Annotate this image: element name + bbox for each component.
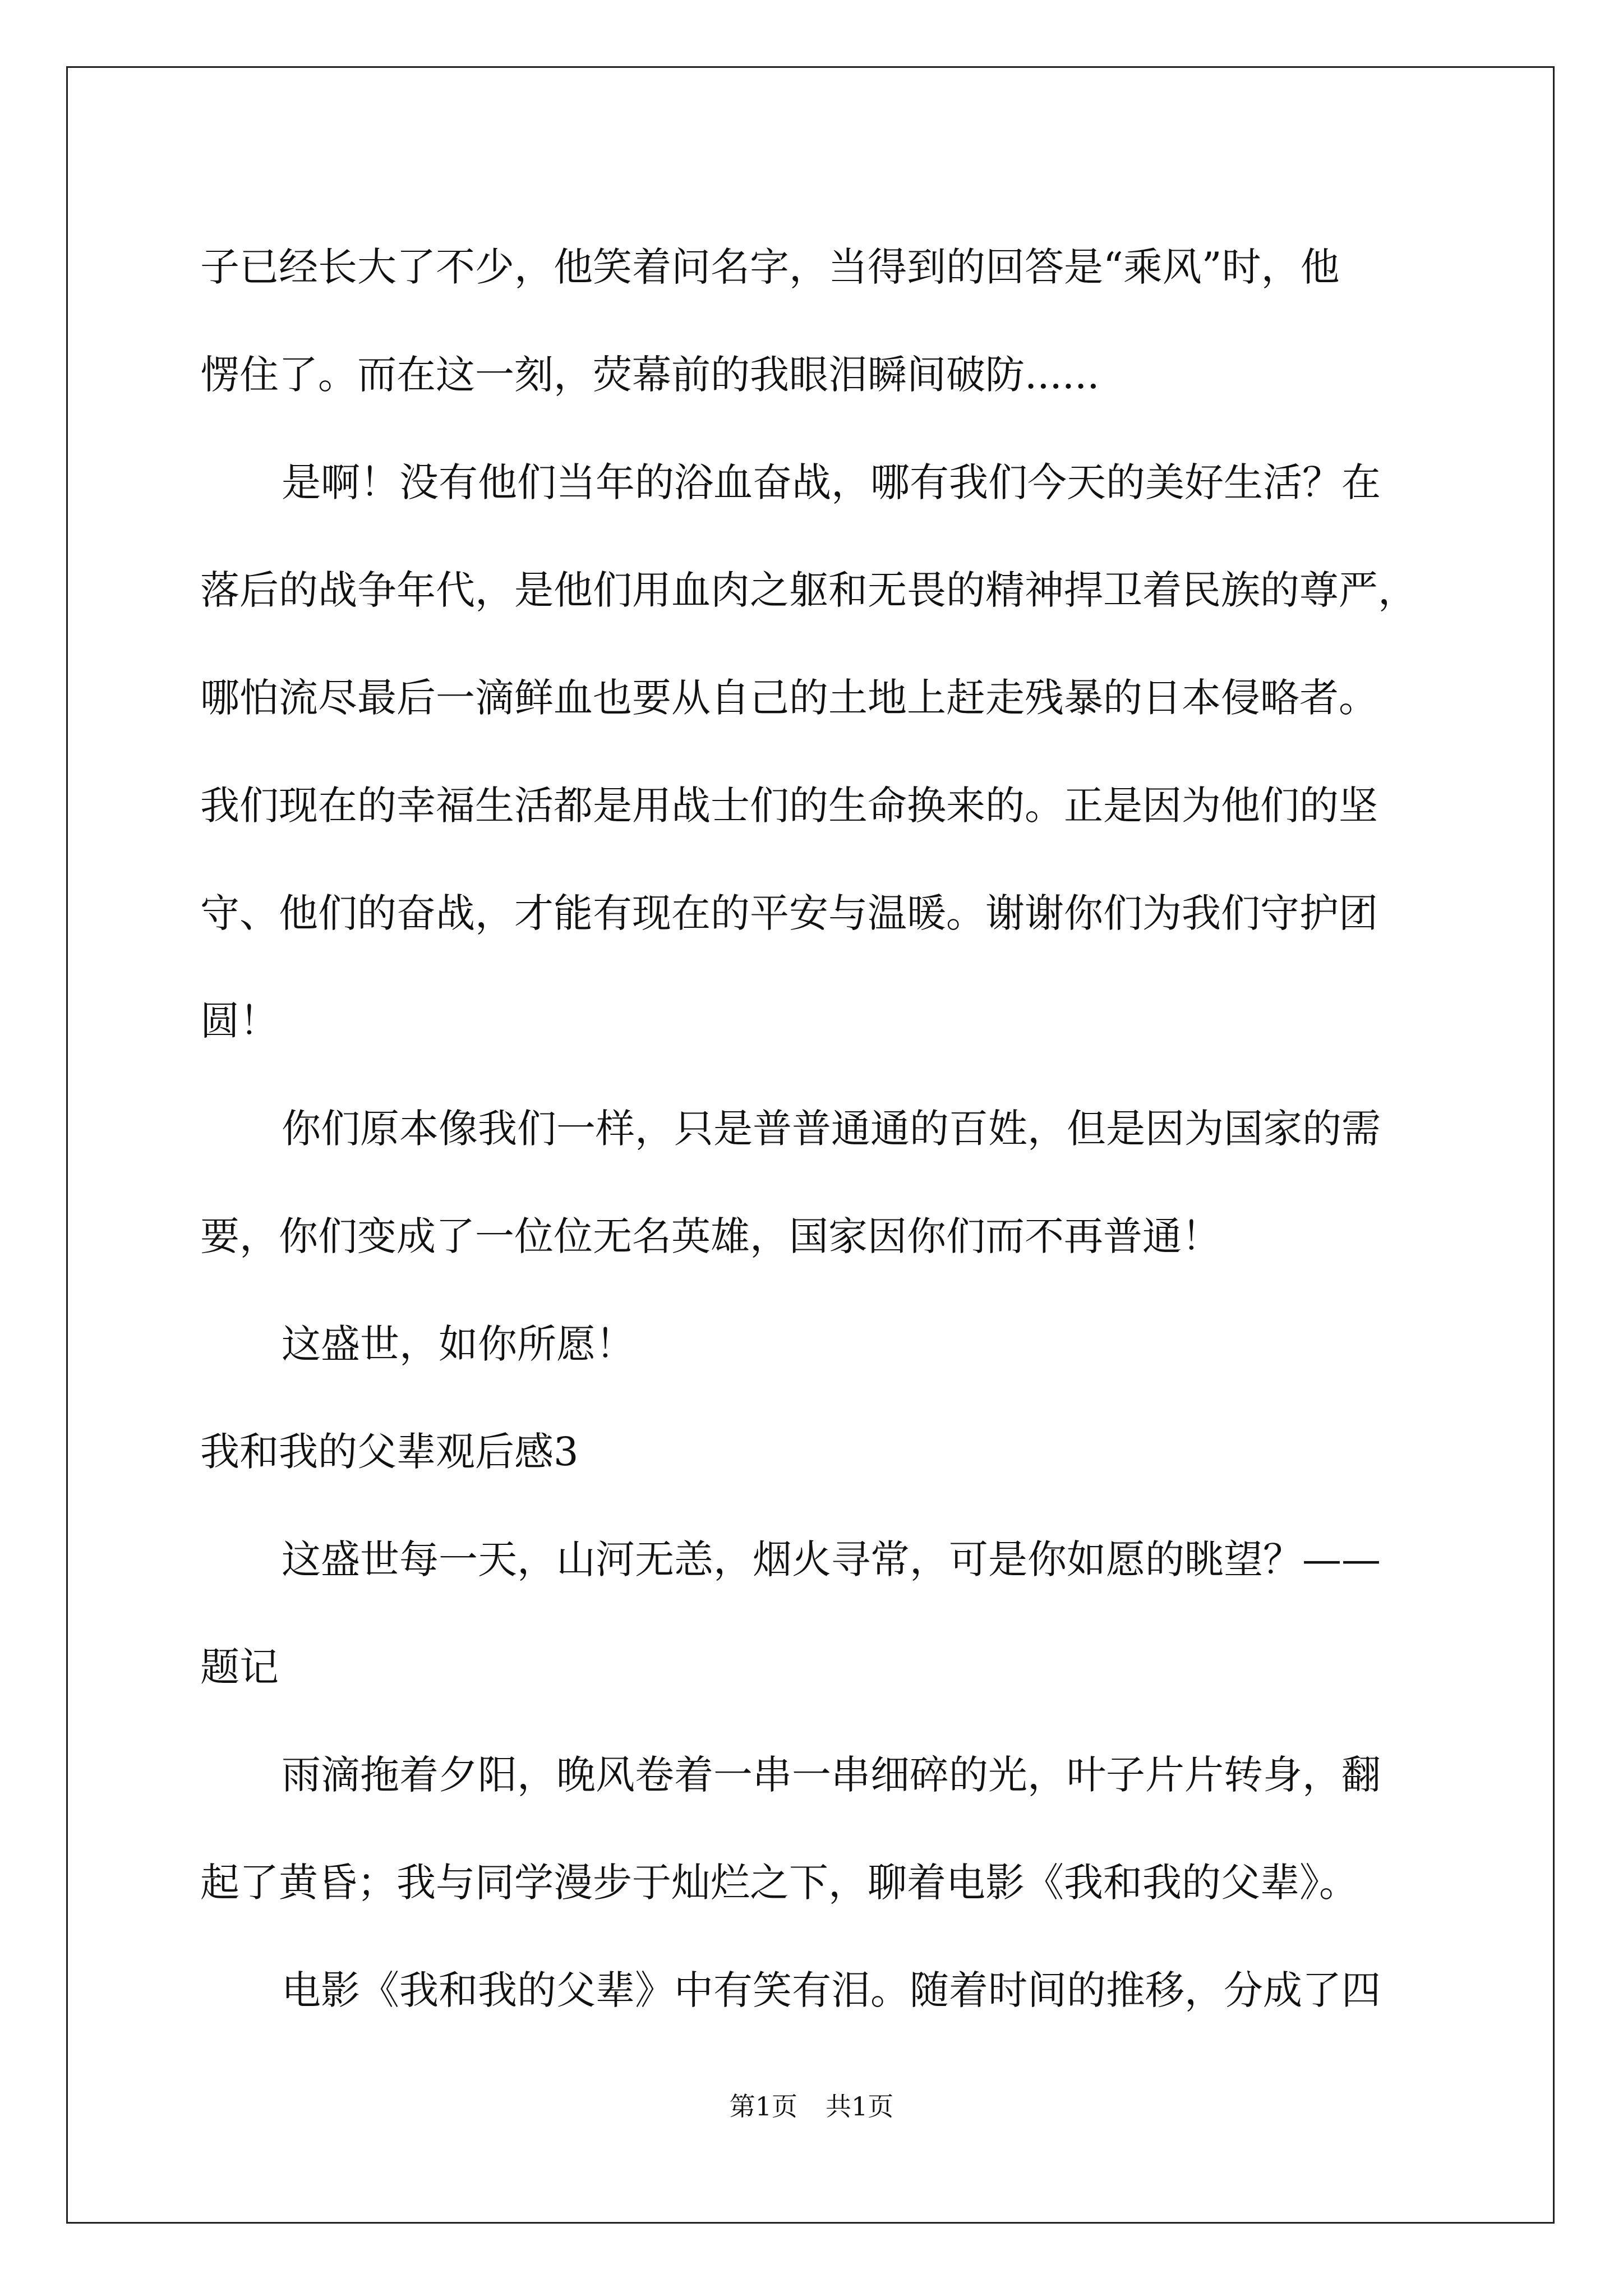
- document-body: [200, 213, 1434, 2044]
- text-line: 圆！: [200, 998, 279, 1044]
- page-number-total: 共1页: [826, 2091, 894, 2122]
- text-line: 我们现在的幸福生活都是用战士们的生命换来的。正是因为他们的坚: [200, 783, 1378, 829]
- text-line: 哪怕流尽最后一滴鲜血也要从自己的土地上赶走残暴的日本侵略者。: [200, 675, 1378, 721]
- text-line: 起了黄昏；我与同学漫步于灿烂之下，聊着电影《我和我的父辈》。: [200, 1860, 1358, 1906]
- page-footer: [0, 2090, 1623, 2123]
- section-heading: 我和我的父辈观后感3: [200, 1429, 579, 1475]
- page-number-current: 第1页: [729, 2091, 797, 2122]
- text-line: 要，你们变成了一位位无名英雄，国家因你们而不再普通！: [200, 1213, 1221, 1259]
- paragraph-start-line: 这盛世，如你所愿！: [282, 1321, 635, 1367]
- paragraph-start-line: 电影《我和我的父辈》中有笑有泪。随着时间的推移，分成了四: [282, 1967, 1381, 2013]
- text-line: 题记: [200, 1644, 279, 1690]
- paragraph-start-line: 你们原本像我们一样，只是普普通通的百姓，但是因为国家的需: [282, 1106, 1381, 1152]
- paragraph-start-line: 这盛世每一天，山河无恙，烟火寻常，可是你如愿的眺望？——: [282, 1536, 1381, 1582]
- text-line: 子已经长大了不少，他笑着问名字，当得到的回答是“乘风”时，他: [200, 244, 1340, 290]
- text-line: 愣住了。而在这一刻，荧幕前的我眼泪瞬间破防......: [200, 352, 1100, 398]
- paragraph-start-line: 是啊！没有他们当年的浴血奋战，哪有我们今天的美好生活？在: [282, 459, 1381, 505]
- text-line: 守、他们的奋战，才能有现在的平安与温暖。谢谢你们为我们守护团: [200, 890, 1378, 936]
- text-line: 落后的战争年代，是他们用血肉之躯和无畏的精神捍卫着民族的尊严，: [200, 567, 1417, 613]
- paragraph-start-line: 雨滴拖着夕阳，晚风卷着一串一串细碎的光，叶子片片转身，翻: [282, 1752, 1381, 1798]
